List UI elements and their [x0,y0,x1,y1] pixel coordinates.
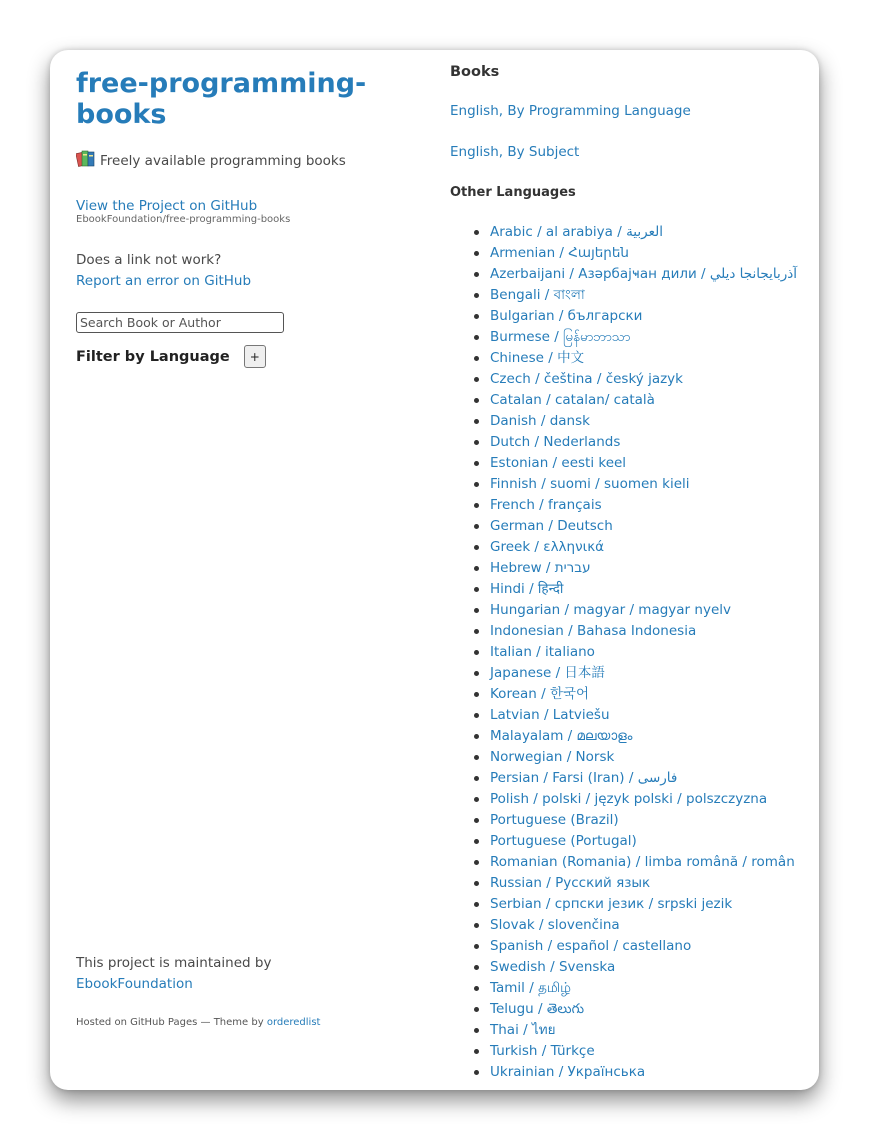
language-link[interactable]: Polish / polski / język polski / polszczyzna [490,791,768,807]
page-card [50,50,819,1090]
language-list-item [450,369,797,390]
language-link[interactable]: Danish / dansk [490,413,590,429]
language-list-item [450,705,797,726]
expand-filter-button[interactable]: + [244,345,266,368]
language-link[interactable]: Swedish / Svenska [490,959,616,975]
language-link[interactable]: Telugu / తెలుగు [490,1001,585,1017]
maintained-by-text: This project is maintained by [76,955,272,971]
language-link[interactable]: Japanese / 日本語 [490,665,605,681]
theme-author-link[interactable]: orderedlist [266,1017,321,1028]
maintainer-link[interactable]: EbookFoundation [76,976,193,992]
language-list-item [450,894,797,915]
language-list-item [450,453,797,474]
language-link[interactable]: Bengali / বাংলা [490,287,585,303]
language-link[interactable]: Italian / italiano [490,644,595,660]
language-link[interactable]: Romanian (Romania) / limba română / român [490,854,795,870]
language-link[interactable]: German / Deutsch [490,518,613,534]
language-list-item [450,285,797,306]
language-link[interactable]: Serbian / српски језик / srpski jezik [490,896,733,912]
english-by-language-link[interactable]: English, By Programming Language [450,103,691,119]
english-by-subject-link[interactable]: English, By Subject [450,144,580,160]
language-link[interactable]: Ukrainian / Українська [490,1064,646,1080]
site-title[interactable]: free-programming-books [76,68,367,130]
language-list-item [450,432,797,453]
language-link[interactable]: Tamil / தமிழ் [490,980,572,996]
language-link[interactable]: Catalan / catalan/ català [490,392,655,408]
language-list-item [450,495,797,516]
filter-by-language [76,345,266,368]
maintainer-info [76,953,271,995]
sidebar [76,50,406,1090]
language-link[interactable]: Portuguese (Portugal) [490,833,637,849]
language-link[interactable]: Russian / Русский язык [490,875,651,891]
language-list-item [450,684,797,705]
books-heading: Books [450,64,500,80]
language-link[interactable]: Malayalam / മലയാളം [490,728,633,744]
language-list-item [450,747,797,768]
language-list-item [450,873,797,894]
language-link[interactable]: Hindi / हिन्दी [490,581,564,597]
language-link[interactable]: Thai / ไทย [490,1022,556,1038]
language-list [450,222,797,1083]
language-link[interactable]: Norwegian / Norsk [490,749,615,765]
broken-link-question: Does a link not work? [76,252,222,268]
language-list-item [450,600,797,621]
main-content [450,50,819,1090]
language-link[interactable]: Persian / Farsi (Iran) / فارسى [490,770,678,786]
books-icon [76,149,96,167]
language-list-item [450,306,797,327]
filter-label: Filter by Language [76,348,230,365]
other-languages-heading: Other Languages [450,185,576,200]
language-list-item [450,663,797,684]
language-link[interactable]: Korean / 한국어 [490,686,590,702]
language-list-item [450,1062,797,1083]
language-list-item [450,390,797,411]
language-list-item [450,264,797,285]
language-list-item [450,579,797,600]
language-link[interactable]: Spanish / español / castellano [490,938,692,954]
language-list-item [450,222,797,243]
view-project-link[interactable]: View the Project on GitHub [76,198,258,214]
language-list-item [450,243,797,264]
language-list-item [450,327,797,348]
language-list-item [450,978,797,999]
language-link[interactable]: Arabic / al arabiya / العربية [490,224,663,240]
language-link[interactable]: Chinese / 中文 [490,350,585,366]
language-link[interactable]: Turkish / Türkçe [490,1043,595,1059]
hosted-footer [76,1017,320,1028]
language-link[interactable]: Bulgarian / български [490,308,643,324]
language-list-item [450,516,797,537]
language-link[interactable]: French / français [490,497,602,513]
language-link[interactable]: Hungarian / magyar / magyar nyelv [490,602,731,618]
language-list-item [450,915,797,936]
language-link[interactable]: Armenian / Հայերեն [490,245,629,261]
language-link[interactable]: Finnish / suomi / suomen kieli [490,476,690,492]
language-list-item [450,348,797,369]
language-link[interactable]: Greek / ελληνικά [490,539,605,555]
language-link[interactable]: Dutch / Nederlands [490,434,621,450]
language-list-item [450,768,797,789]
language-list-item [450,810,797,831]
language-link[interactable]: Portuguese (Brazil) [490,812,619,828]
language-link[interactable]: Latvian / Latviešu [490,707,610,723]
language-list-item [450,936,797,957]
language-list-item [450,537,797,558]
language-list-item [450,852,797,873]
search-input[interactable] [76,312,284,333]
language-link[interactable]: Czech / čeština / český jazyk [490,371,683,387]
language-link[interactable]: Burmese / မြန်မာဘာသာ [490,329,631,345]
language-list-item [450,999,797,1020]
language-list-item [450,474,797,495]
language-list-item [450,642,797,663]
language-link[interactable]: Azerbaijani / Азәрбајҹан дили / آذربايجانجا ديلي [490,266,797,282]
language-list-item [450,1041,797,1062]
hosted-text: Hosted on GitHub Pages — Theme by [76,1017,264,1028]
tagline-text: Freely available programming books [100,153,346,169]
language-list-item [450,789,797,810]
github-repo-label: EbookFoundation/free-programming-books [76,214,291,225]
language-list-item [450,621,797,642]
language-list-item [450,957,797,978]
language-link[interactable]: Slovak / slovenčina [490,917,620,933]
report-error-link[interactable]: Report an error on GitHub [76,273,252,289]
language-list-item [450,726,797,747]
tagline [76,151,346,169]
language-list-item [450,831,797,852]
language-link[interactable]: Hebrew / עברית [490,560,591,576]
language-list-item [450,558,797,579]
language-list-item [450,1020,797,1041]
language-list-item [450,411,797,432]
language-link[interactable]: Estonian / eesti keel [490,455,627,471]
language-link[interactable]: Indonesian / Bahasa Indonesia [490,623,697,639]
